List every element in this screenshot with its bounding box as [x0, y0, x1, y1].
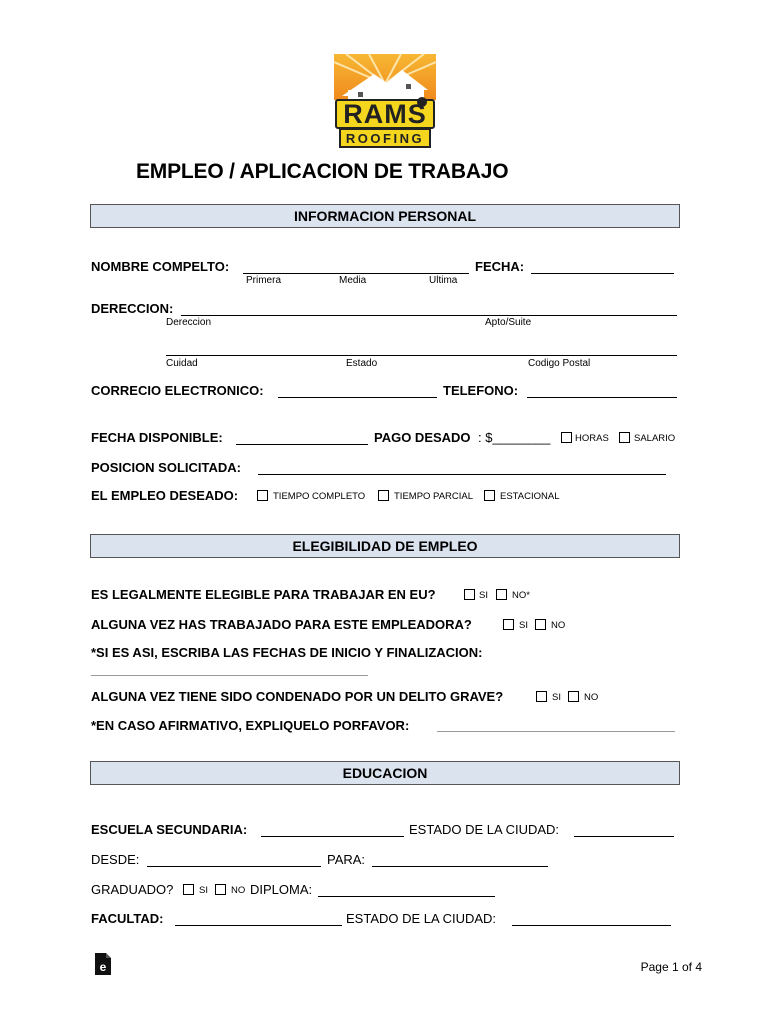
section-header-eligibility: ELEGIBILIDAD DE EMPLEO: [90, 534, 680, 558]
available-date-field[interactable]: [236, 444, 368, 445]
eligible-no-checkbox[interactable]: [496, 589, 507, 600]
eligible-yes-checkbox[interactable]: [464, 589, 475, 600]
email-label: CORRECIO ELECTRONICO:: [91, 383, 264, 398]
address-sub-state: Estado: [346, 358, 378, 369]
worked-no-label: NO: [551, 620, 566, 631]
worked-yes-label: SI: [519, 620, 528, 631]
graduated-no-checkbox[interactable]: [215, 884, 226, 895]
section-header-education: EDUCACION: [90, 761, 680, 785]
state-city-field-2[interactable]: [512, 925, 671, 926]
name-sub-last: Ultima: [429, 275, 458, 286]
seasonal-label: ESTACIONAL: [500, 491, 560, 502]
hours-option-label: HORAS: [575, 433, 609, 444]
diploma-field[interactable]: [318, 896, 495, 897]
section-header-personal: INFORMACION PERSONAL: [90, 204, 680, 228]
felony-no-label: NO: [584, 692, 599, 703]
faculty-field[interactable]: [175, 925, 342, 926]
name-label: NOMBRE COMPELTO:: [91, 259, 230, 274]
worked-dates-field[interactable]: [91, 675, 368, 676]
salary-option-label: SALARIO: [634, 433, 676, 444]
worked-dates-note: *SI ES ASI, ESCRIBA LAS FECHAS DE INICIO Y FINALIZACION:: [91, 645, 483, 660]
worked-no-checkbox[interactable]: [535, 619, 546, 630]
graduated-yes-checkbox[interactable]: [183, 884, 194, 895]
address-sub-city: Cuidad: [166, 358, 198, 369]
state-city-label-2: ESTADO DE LA CIUDAD:: [346, 911, 497, 926]
available-date-label: FECHA DISPONIBLE:: [91, 430, 223, 445]
graduated-yes-label: SI: [199, 885, 208, 896]
position-label: POSICION SOLICITADA:: [91, 460, 241, 475]
address-field[interactable]: [181, 315, 677, 316]
position-field[interactable]: [258, 474, 666, 475]
eligible-question: ES LEGALMENTE ELEGIBLE PARA TRABAJAR EN EU?: [91, 587, 436, 602]
state-city-field[interactable]: [574, 836, 674, 837]
address-label: DERECCION:: [91, 301, 174, 316]
email-field[interactable]: [278, 397, 437, 398]
felony-yes-label: SI: [552, 692, 561, 703]
address-sub-zip: Codigo Postal: [528, 358, 591, 369]
faculty-label: FACULTAD:: [91, 911, 164, 926]
salary-checkbox[interactable]: [619, 432, 630, 443]
to-label: PARA:: [327, 852, 366, 867]
graduated-label: GRADUADO?: [91, 882, 174, 897]
name-sub-middle: Media: [339, 275, 367, 286]
phone-field[interactable]: [527, 397, 677, 398]
pay-amount-field[interactable]: : $________: [478, 430, 551, 445]
felony-yes-checkbox[interactable]: [536, 691, 547, 702]
name-field[interactable]: [243, 273, 469, 274]
svg-text:e: e: [99, 960, 107, 974]
date-label: FECHA:: [475, 259, 525, 274]
logo-sub-text: ROOFING: [345, 131, 425, 146]
worked-yes-checkbox[interactable]: [503, 619, 514, 630]
eligible-yes-label: SI: [479, 590, 488, 601]
part-time-checkbox[interactable]: [378, 490, 389, 501]
felony-explain-label: *EN CASO AFIRMATIVO, EXPLIQUELO PORFAVOR:: [91, 718, 410, 733]
logo-brand-text: RAMS: [343, 99, 427, 129]
address-sub-street: Dereccion: [166, 317, 212, 328]
hours-checkbox[interactable]: [561, 432, 572, 443]
page-number: Page 1 of 4: [640, 960, 702, 974]
eligible-no-label: NO*: [512, 590, 530, 601]
date-field[interactable]: [531, 273, 674, 274]
graduated-no-label: NO: [231, 885, 246, 896]
high-school-label: ESCUELA SECUNDARIA:: [91, 822, 248, 837]
to-field[interactable]: [372, 866, 548, 867]
seasonal-checkbox[interactable]: [484, 490, 495, 501]
felony-explain-field[interactable]: [437, 731, 675, 732]
worked-before-question: ALGUNA VEZ HAS TRABAJADO PARA ESTE EMPLEADORA?: [91, 617, 472, 632]
phone-label: TELEFONO:: [443, 383, 519, 398]
address-sub-apt: Apto/Suite: [485, 317, 532, 328]
name-sub-first: Primera: [246, 275, 282, 286]
state-city-label: ESTADO DE LA CIUDAD:: [409, 822, 560, 837]
page-title: EMPLEO / APLICACION DE TRABAJO: [136, 160, 509, 183]
part-time-label: TIEMPO PARCIAL: [394, 491, 474, 502]
from-label: DESDE:: [91, 852, 140, 867]
high-school-field[interactable]: [261, 836, 404, 837]
diploma-label: DIPLOMA:: [250, 882, 313, 897]
full-time-label: TIEMPO COMPLETO: [273, 491, 366, 502]
eforms-icon: [93, 952, 113, 976]
job-type-label: EL EMPLEO DESEADO:: [91, 488, 239, 503]
felony-question: ALGUNA VEZ TIENE SIDO CONDENADO POR UN DELITO GRAVE?: [91, 689, 504, 704]
from-field[interactable]: [147, 866, 321, 867]
full-time-checkbox[interactable]: [257, 490, 268, 501]
address-city-field[interactable]: [166, 355, 677, 356]
felony-no-checkbox[interactable]: [568, 691, 579, 702]
pay-label: PAGO DESADO: [374, 430, 471, 445]
